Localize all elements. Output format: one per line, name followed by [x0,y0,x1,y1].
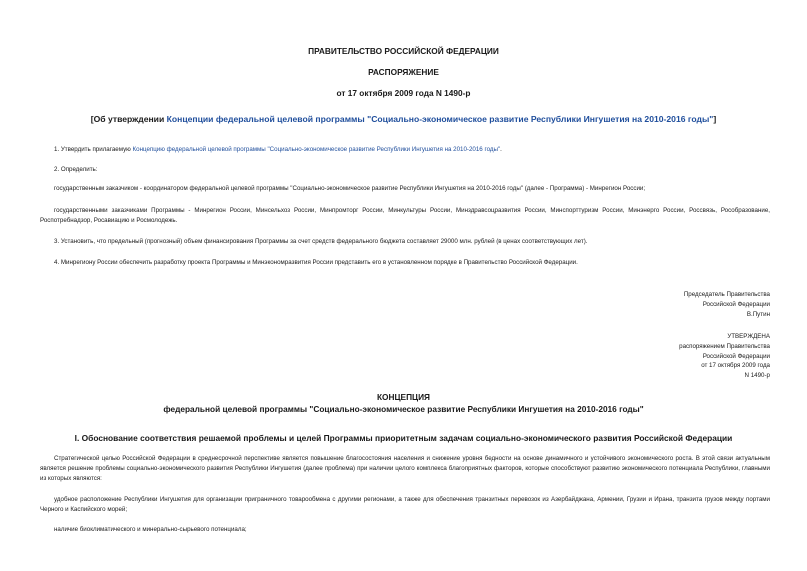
approval-line-5: N 1490-р [744,372,770,380]
doc-type-heading: РАСПОРЯЖЕНИЕ [368,67,439,77]
concept-link[interactable]: Концепцию федеральной целевой программы "Социально-экономическое развитие Республики Ингушетия на 2010-2016 годы" [132,146,501,153]
document-title [0,114,807,124]
section-1-paragraph-1: Стратегической целью Российской Федерации в среднесрочной перспективе является повышение благосостояния населения и снижение уровня бедности на основе динамичного и устойчивого экономического роста. В этой связи актуальным является решение проблемы социально-экономического развития Республики Ингушетия (далее проблема) при наличии целого комплекса благоприятных факторов, которые способствуют развитию экономического потенциала Республики, главными из которых являются: [40,455,770,482]
item-3: 3. Установить, что предельный (прогнозный) объем финансирования Программы за счет средств федерального бюджета составляет 29000 млн. рублей (в ценах соответствующих лет). [54,238,588,245]
concept-title-link[interactable]: Концепции федеральной целевой программы "Социально-экономическое развитие Республики Ингушетия на 2010-2016 годы" [166,114,714,124]
signature-line-3: В.Путин [746,310,770,318]
signature-line-2: Российской Федерации [702,300,770,308]
approval-line-4: от 17 октября 2009 года [701,362,770,370]
government-heading: ПРАВИТЕЛЬСТВО РОССИЙСКОЙ ФЕДЕРАЦИИ [308,46,499,56]
concept-subheading: федеральной целевой программы "Социально-экономическое развитие Республики Ингушетия на 2010-2016 годы" [163,404,644,414]
approval-line-2: распоряжением Правительства [679,342,770,350]
section-1-heading: I. Обоснование соответствия решаемой проблемы и целей Программы приоритетным задачам социально-экономического развития Российской Федерации [74,433,733,443]
section-1-paragraph-3: наличие биоклиматического и минерально-сырьевого потенциала; [54,526,247,533]
title-prefix: [Об утверждении [90,114,167,124]
item-1-suffix: . [500,146,502,153]
item-2b: государственными заказчиками Программы - Минрегион России, Минсельхоз России, Минпромторг России, Минкультуры России, Минздравсоцразвития России, Минспорттуризм России, Минэнерго России, Россвязь, Рособразование, Роспотребнадзор, Росавиацию и Росмолодежь. [40,207,770,224]
item-4: 4. Минрегиону России обеспечить разработку проекта Программы и Минэкономразвития России представить его в установленном порядке в Правительство Российской Федерации. [54,259,578,266]
date-number: от 17 октября 2009 года N 1490-р [336,88,471,98]
concept-heading: КОНЦЕПЦИЯ [376,392,431,402]
item-1 [54,145,774,155]
item-1-prefix: 1. Утвердить прилагаемую [54,146,133,153]
item-2a: государственным заказчиком - координатором федеральной целевой программы "Социально-экономическое развитие Республики Ингушетия на 2010-2016 годы" (далее - Программа) - Минрегион России; [54,185,646,192]
section-1-paragraph-2: удобное расположение Республики Ингушетия для организации приграничного товарообмена с другими регионами, а также для обеспечения транзитных перевозок из Азербайджана, Армении, Грузии и Ирана, транзита грузов между портами Черного и Каспийского морей; [40,496,770,513]
signature-block [684,290,770,319]
approval-block [679,332,770,381]
signature-line-1: Председатель Правительства [683,291,770,298]
item-2: 2. Определить: [54,166,98,173]
approval-line-3: Российской Федерации [702,352,770,360]
approval-line-1: УТВЕРЖДЕНА [727,333,770,340]
title-suffix: ] [713,114,717,124]
